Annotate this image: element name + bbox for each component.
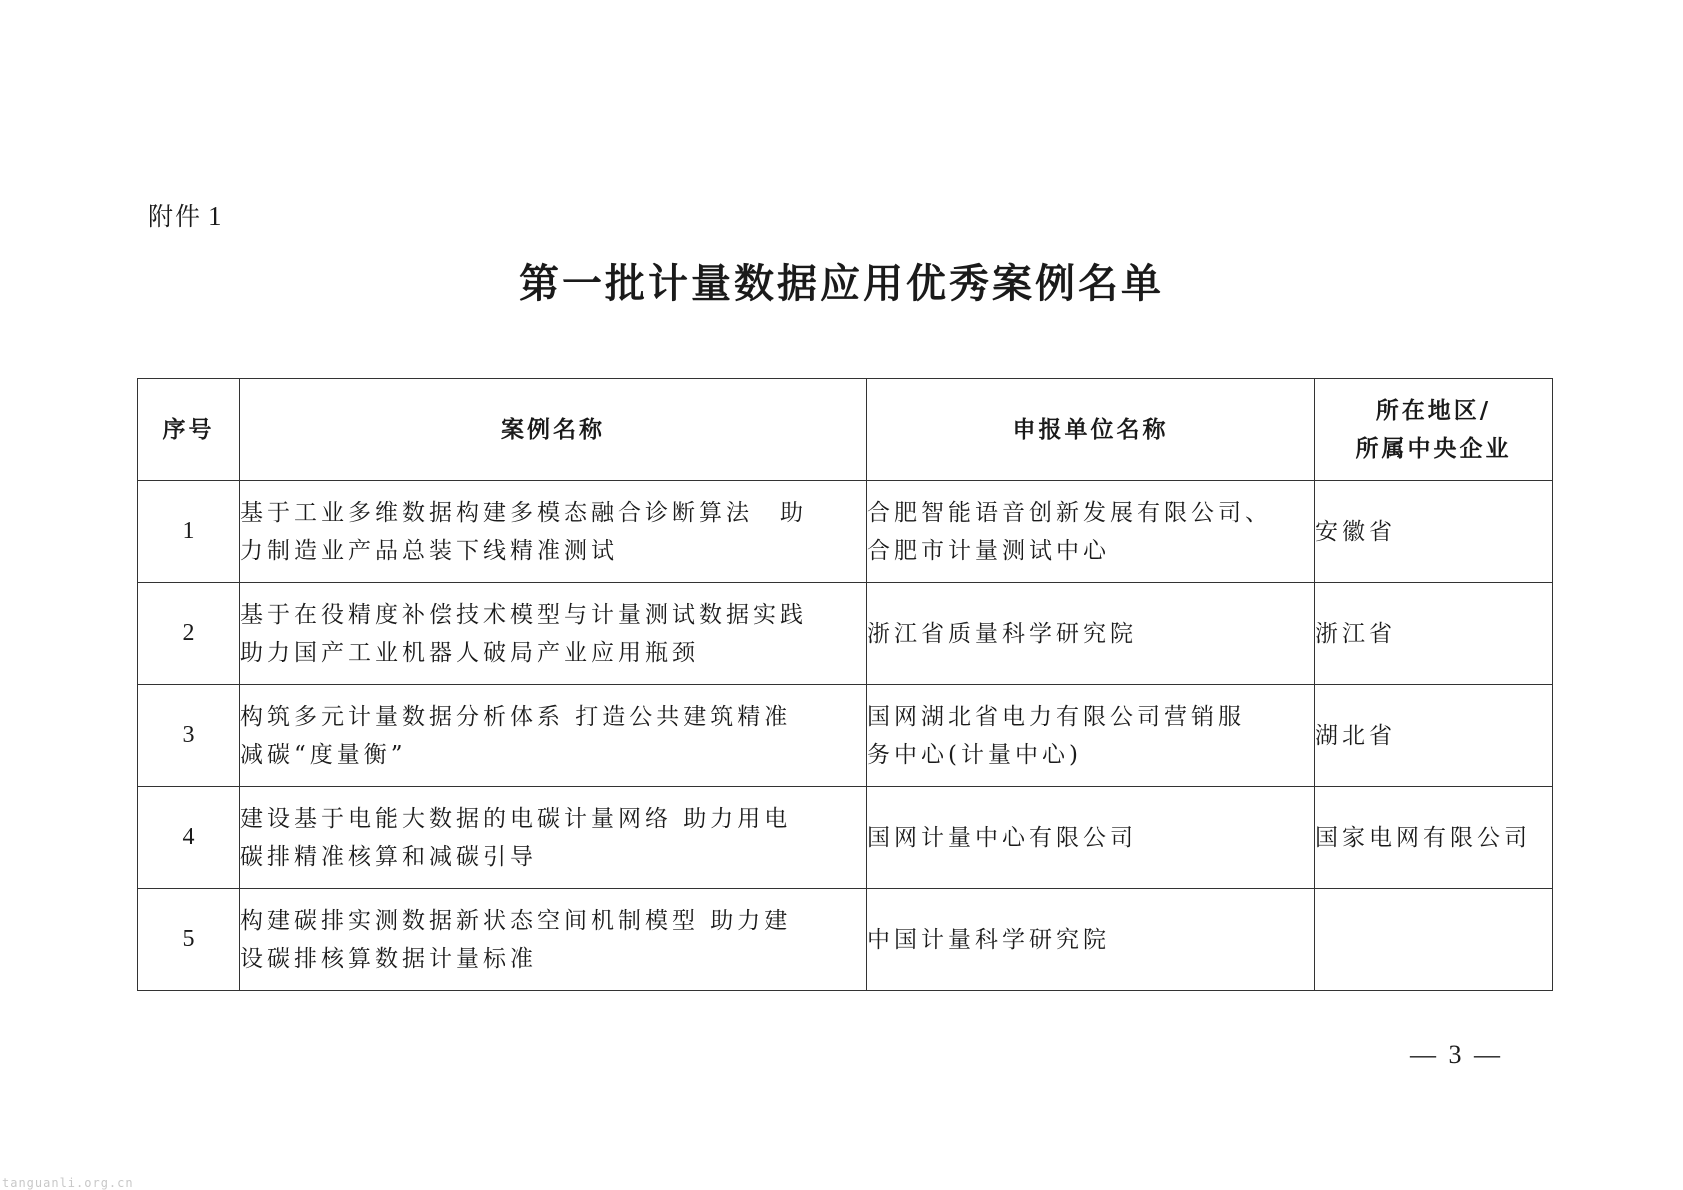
row-region: 湖北省: [1315, 685, 1553, 787]
row-case-name: [240, 583, 867, 685]
case-name-line: 设碳排核算数据计量标准: [240, 945, 537, 972]
row-case-name: [240, 481, 867, 583]
header-unit-name: 申报单位名称: [867, 379, 1315, 481]
table-row: [138, 889, 1553, 991]
row-region: 国家电网有限公司: [1315, 787, 1553, 889]
table-header-row: [138, 379, 1553, 481]
unit-name-line: 浙江省质量科学研究院: [867, 620, 1137, 647]
case-name-line: 碳排精准核算和减碳引导: [240, 843, 537, 870]
case-list-table: [137, 378, 1553, 991]
row-case-name: [240, 787, 867, 889]
row-region: [1315, 889, 1553, 991]
case-name-line: 助力国产工业机器人破局产业应用瓶颈: [240, 639, 699, 666]
row-no: 4: [138, 787, 240, 889]
header-no: 序号: [138, 379, 240, 481]
header-region-line1: 所在地区/: [1375, 397, 1492, 424]
case-name-line: 力制造业产品总装下线精准测试: [240, 537, 618, 564]
page-number: — 3 —: [1410, 1040, 1503, 1069]
watermark: tanguanli.org.cn: [2, 1176, 134, 1190]
document-title: 第一批计量数据应用优秀案例名单: [519, 260, 1164, 307]
unit-name-line: 国网计量中心有限公司: [867, 824, 1137, 851]
case-name-line: 基于工业多维数据构建多模态融合诊断算法 助: [240, 499, 807, 526]
case-name-line: 基于在役精度补偿技术模型与计量测试数据实践: [240, 601, 807, 628]
table-row: [138, 583, 1553, 685]
row-region: 浙江省: [1315, 583, 1553, 685]
row-no: 2: [138, 583, 240, 685]
table-row: [138, 481, 1553, 583]
row-unit-name: [867, 481, 1315, 583]
row-unit-name: [867, 583, 1315, 685]
row-unit-name: [867, 889, 1315, 991]
case-name-line: 构建碳排实测数据新状态空间机制模型 助力建: [240, 907, 792, 934]
attachment-label: [148, 197, 224, 233]
case-name-line: 减碳“度量衡”: [240, 741, 407, 768]
row-case-name: [240, 685, 867, 787]
unit-name-line: 务中心(计量中心): [867, 741, 1082, 768]
case-name-line: 构筑多元计量数据分析体系 打造公共建筑精准: [240, 703, 792, 730]
unit-name-line: 中国计量科学研究院: [867, 926, 1110, 953]
header-region: [1315, 379, 1553, 481]
row-no: 1: [138, 481, 240, 583]
table-row: [138, 685, 1553, 787]
row-unit-name: [867, 685, 1315, 787]
row-case-name: [240, 889, 867, 991]
unit-name-line: 合肥智能语音创新发展有限公司、: [867, 499, 1272, 526]
row-unit-name: [867, 787, 1315, 889]
unit-name-line: 合肥市计量测试中心: [867, 537, 1110, 564]
case-name-line: 建设基于电能大数据的电碳计量网络 助力用电: [240, 805, 792, 832]
attachment-text: 附件: [148, 202, 203, 231]
table-row: [138, 787, 1553, 889]
unit-name-line: 国网湖北省电力有限公司营销服: [867, 703, 1245, 730]
row-no: 5: [138, 889, 240, 991]
row-no: 3: [138, 685, 240, 787]
header-case-name: 案例名称: [240, 379, 867, 481]
attachment-number: 1: [208, 201, 224, 231]
header-region-line2: 所属中央企业: [1355, 435, 1512, 462]
row-region: 安徽省: [1315, 481, 1553, 583]
